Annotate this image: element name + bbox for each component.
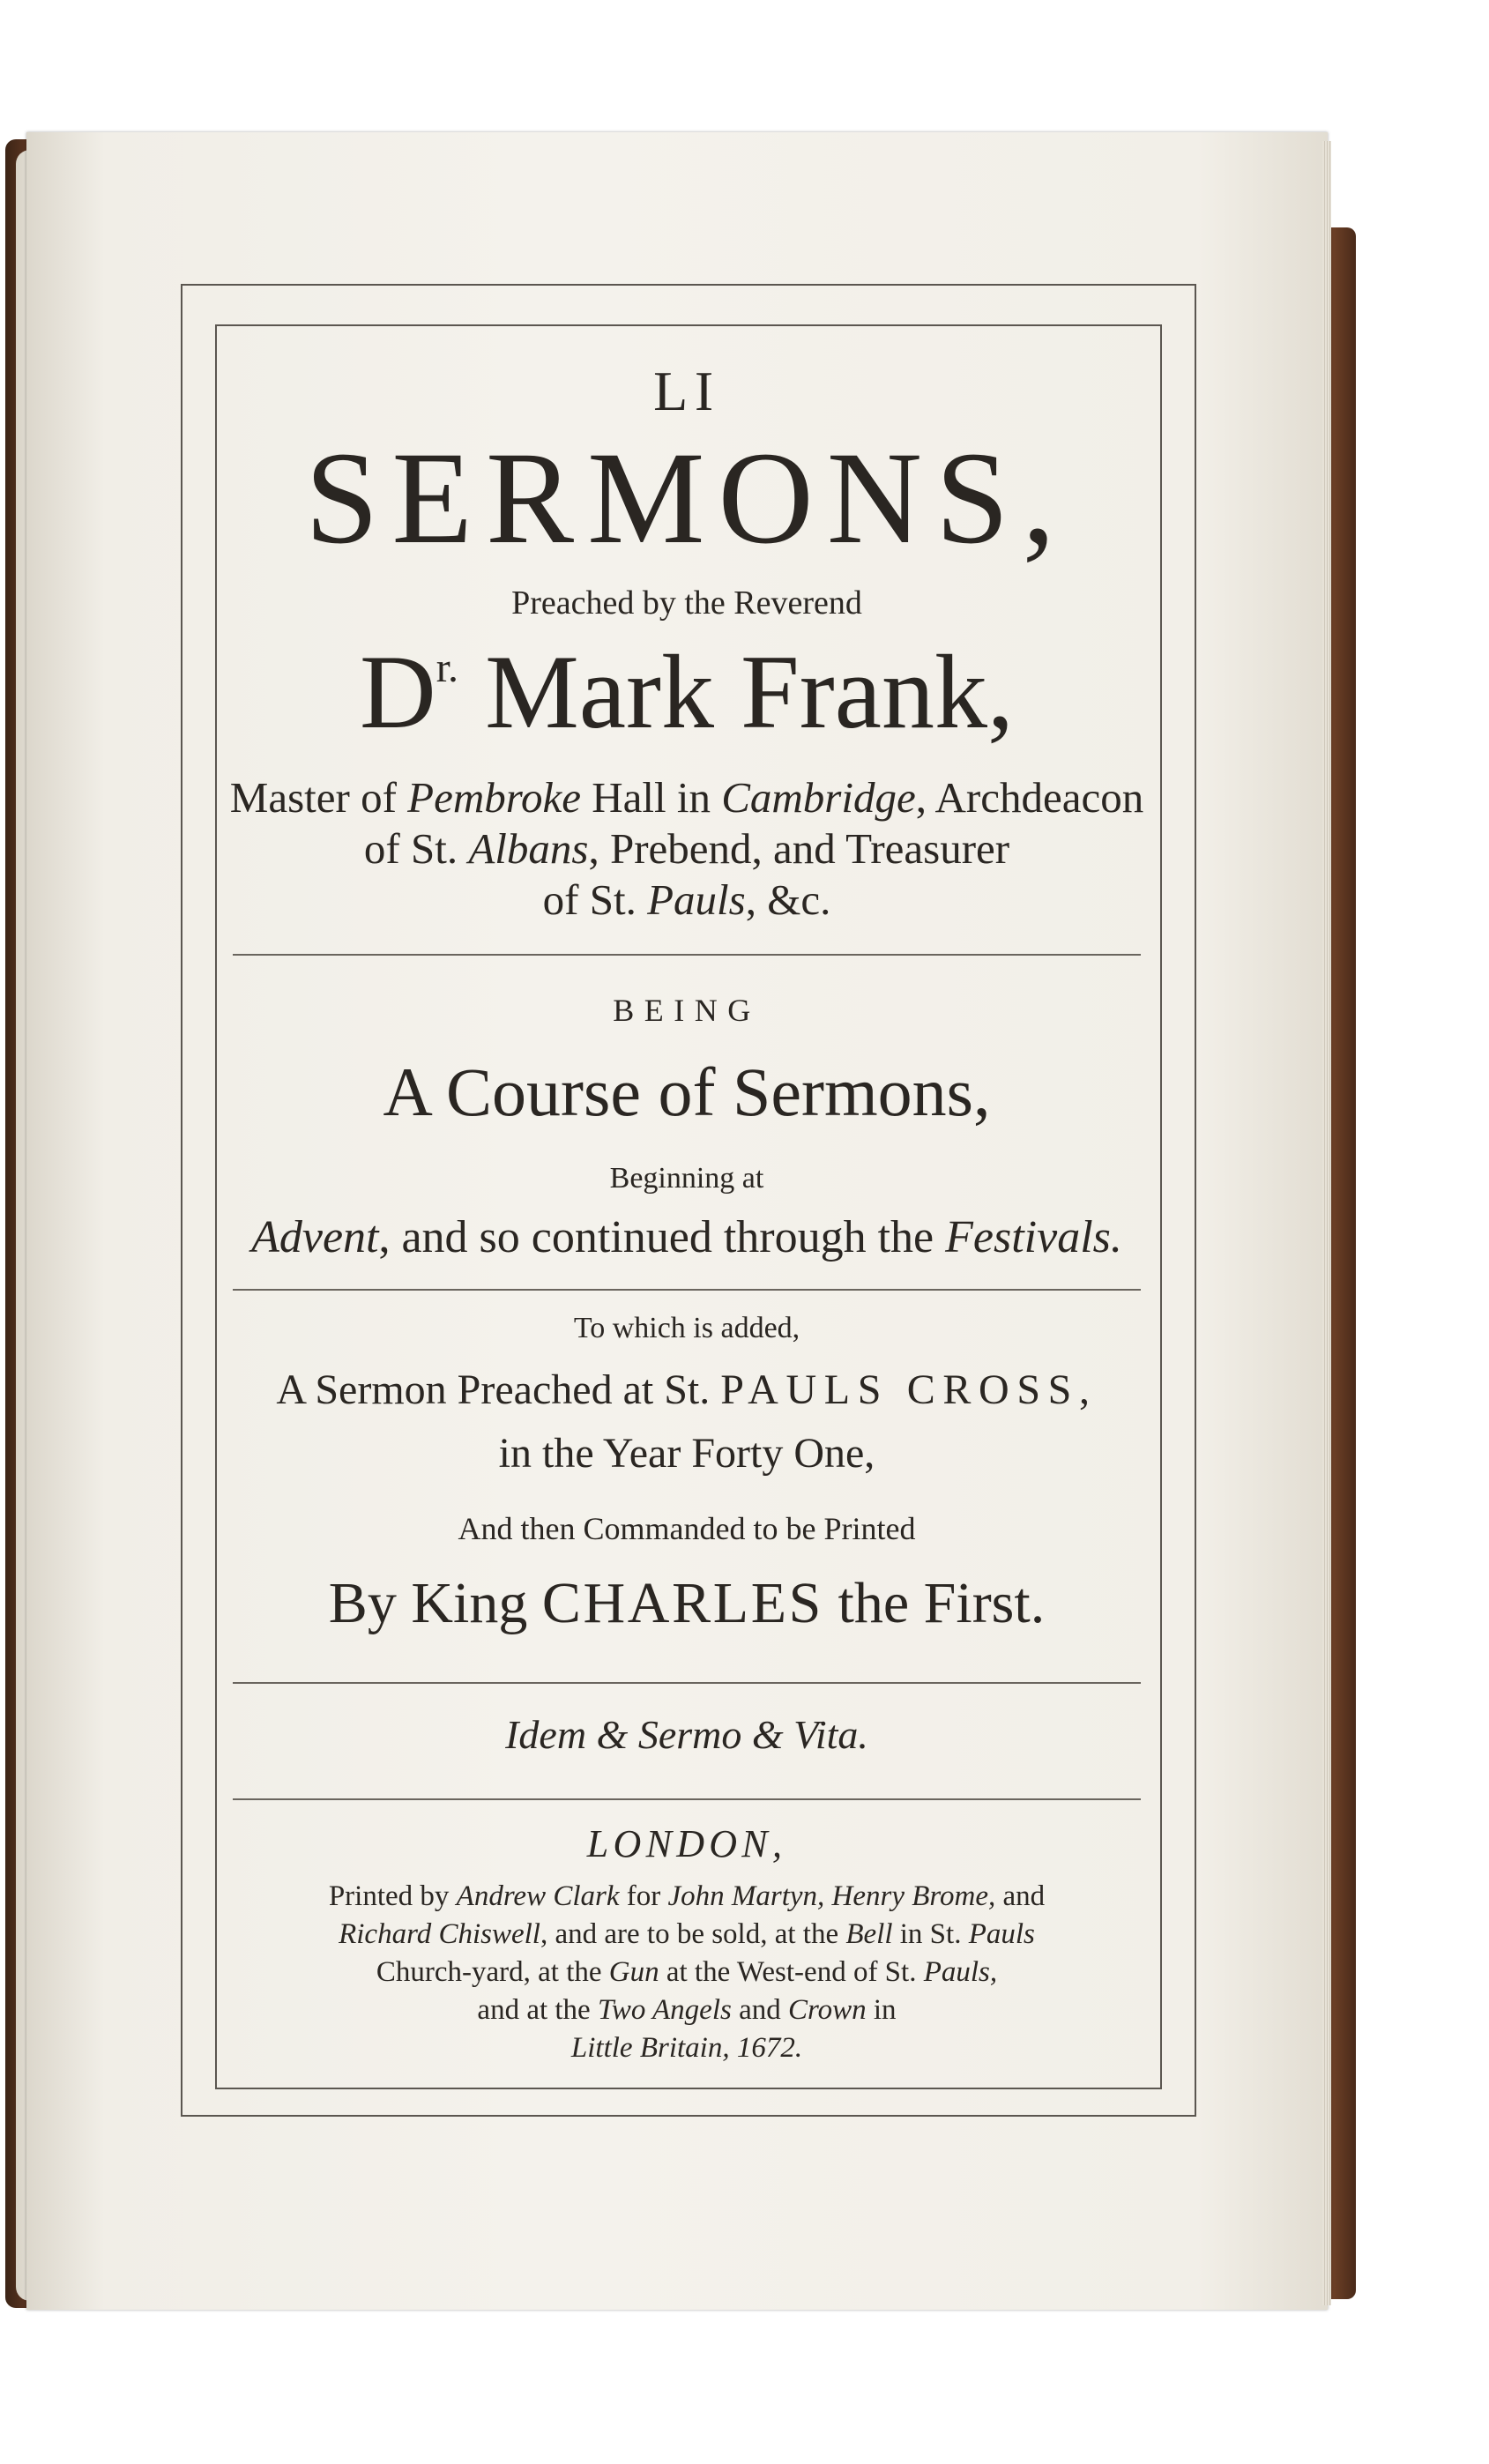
text-run-italic: Pauls bbox=[647, 875, 746, 924]
imprint-line-5: Little Britain, 1672. bbox=[570, 2032, 803, 2064]
text-run: and bbox=[731, 1994, 788, 2026]
author-title-line-2 bbox=[215, 824, 1158, 873]
divider-rule bbox=[233, 954, 1141, 956]
text-run: , and are to be sold, at the bbox=[540, 1918, 846, 1950]
author-prefix: D bbox=[360, 633, 436, 750]
text-run-caps: CHARLES bbox=[541, 1571, 824, 1635]
text-run: , &c. bbox=[745, 875, 831, 924]
preached-by-line: Preached by the Reverend bbox=[511, 584, 862, 622]
imprint-line-2 bbox=[215, 1920, 1158, 1949]
text-run-italic: Cambridge bbox=[721, 773, 916, 822]
text-run: , Archdeacon bbox=[915, 773, 1144, 822]
text-run-italic: Bell bbox=[845, 1918, 893, 1950]
sermon-count-numeral: LI bbox=[653, 360, 720, 422]
text-run: By King bbox=[328, 1571, 542, 1635]
commanded-line: And then Commanded to be Printed bbox=[458, 1511, 916, 1546]
text-run: A Sermon Preached at St. bbox=[276, 1366, 711, 1413]
motto: Idem & Sermo & Vita. bbox=[505, 1712, 868, 1757]
advent-line bbox=[215, 1212, 1158, 1262]
main-title: SERMONS, bbox=[304, 425, 1069, 571]
text-run-italic: Albans bbox=[468, 824, 589, 873]
text-run: at the West-end of St. bbox=[659, 1956, 924, 1988]
being-heading: BEING bbox=[613, 993, 761, 1028]
text-run: and at the bbox=[477, 1994, 598, 2026]
author-title-line-1 bbox=[215, 773, 1158, 822]
imprint-line-1 bbox=[215, 1882, 1158, 1911]
pauls-cross-line bbox=[215, 1366, 1158, 1413]
course-of-sermons-heading: A Course of Sermons, bbox=[383, 1053, 991, 1130]
text-run-italic: Pauls, bbox=[923, 1956, 998, 1988]
text-run-italic: Richard Chiswell bbox=[339, 1918, 540, 1950]
text-run-italic: Crown bbox=[788, 1994, 867, 2026]
author-title-line-3 bbox=[215, 875, 1158, 924]
text-run: for bbox=[619, 1880, 668, 1912]
author-prefix-superscript: r. bbox=[436, 644, 459, 691]
text-run-italic: Pembroke bbox=[407, 773, 581, 822]
text-run: Church-yard, at the bbox=[376, 1956, 609, 1988]
text-run-italic: John Martyn, Henry Brome, bbox=[667, 1880, 996, 1912]
text-run: in bbox=[866, 1994, 897, 2026]
king-line bbox=[215, 1571, 1158, 1635]
text-run-italic: Pauls bbox=[968, 1918, 1035, 1950]
divider-rule bbox=[233, 1682, 1141, 1684]
imprint-line-4 bbox=[215, 1996, 1158, 2025]
text-run-italic: Andrew Clark bbox=[456, 1880, 620, 1912]
text-run: of St. bbox=[363, 824, 469, 873]
text-run: Hall in bbox=[580, 773, 722, 822]
text-run-italic: Advent bbox=[251, 1212, 379, 1262]
text-run-small-caps: PAULS CROSS, bbox=[720, 1366, 1098, 1413]
divider-rule bbox=[233, 1798, 1141, 1800]
imprint-city: LONDON, bbox=[586, 1822, 787, 1865]
imprint-line-3 bbox=[215, 1958, 1158, 1987]
text-run: , Prebend, and Treasurer bbox=[588, 824, 1010, 873]
divider-rule bbox=[233, 1289, 1141, 1291]
page-block-edges bbox=[1322, 141, 1331, 2305]
year-line: in the Year Forty One, bbox=[498, 1430, 875, 1477]
author-name: Mark Frank, bbox=[485, 633, 1014, 750]
text-run: of St. bbox=[542, 875, 648, 924]
text-run: Master of bbox=[229, 773, 408, 822]
text-run-italic: Gun bbox=[608, 1956, 659, 1988]
text-run-italic: Two Angels bbox=[597, 1994, 732, 2026]
added-line: To which is added, bbox=[573, 1312, 800, 1344]
text-run: in St. bbox=[892, 1918, 969, 1950]
text-run-italic: Festivals. bbox=[945, 1212, 1122, 1262]
text-run: , and so continued through the bbox=[378, 1212, 946, 1262]
beginning-at-line: Beginning at bbox=[609, 1162, 764, 1195]
author-line bbox=[215, 633, 1158, 750]
text-run: and bbox=[995, 1880, 1046, 1912]
text-run: Printed by bbox=[328, 1880, 457, 1912]
text-run: the First. bbox=[823, 1571, 1046, 1635]
